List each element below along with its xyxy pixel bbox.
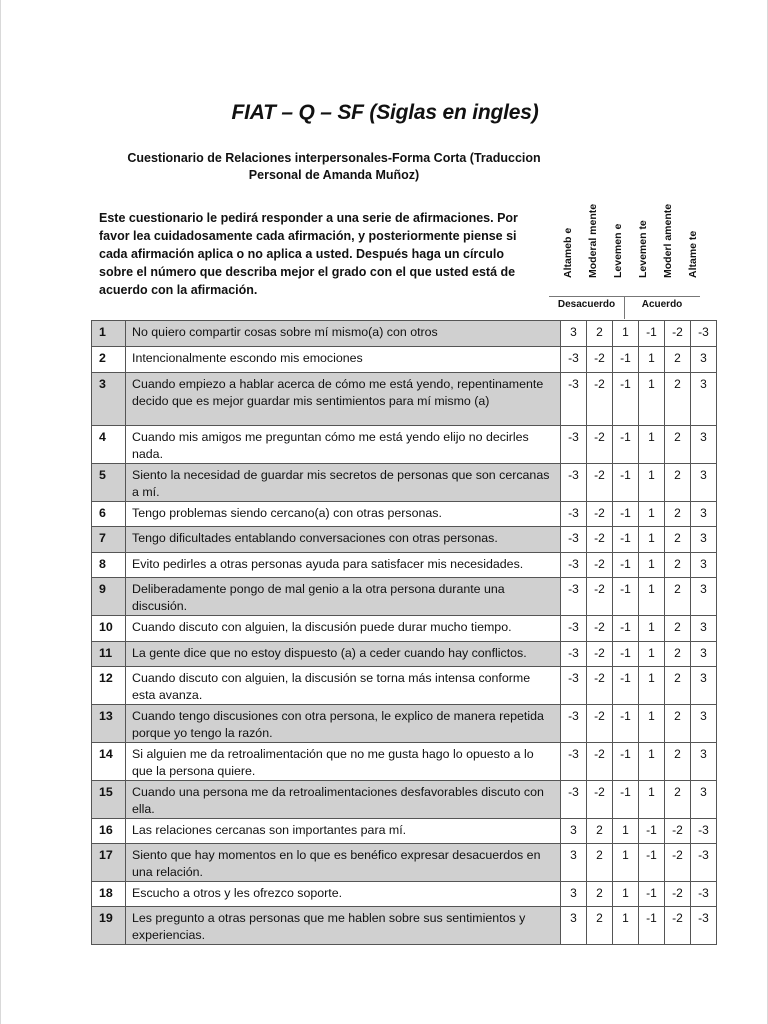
- score-option[interactable]: 3: [561, 321, 587, 347]
- questionnaire-table: [91, 320, 717, 945]
- score-option[interactable]: -3: [561, 347, 587, 373]
- score-option[interactable]: -1: [639, 882, 665, 907]
- table-row: [92, 819, 717, 844]
- score-option[interactable]: 1: [639, 426, 665, 464]
- column-header-5: Moderl amente: [662, 203, 674, 278]
- score-option[interactable]: 1: [639, 578, 665, 616]
- score-option[interactable]: -3: [561, 553, 587, 578]
- item-number: 8: [92, 553, 126, 578]
- item-statement: Cuando empiezo a hablar acerca de cómo me está yendo, repentinamente decido que es mejor guardar mis sentimientos para mí mismo (a): [126, 373, 561, 426]
- score-option[interactable]: -2: [665, 882, 691, 907]
- table-row: [92, 882, 717, 907]
- score-option[interactable]: -2: [587, 527, 613, 553]
- score-option[interactable]: -3: [691, 907, 717, 945]
- score-option[interactable]: -1: [613, 781, 639, 819]
- score-option[interactable]: -3: [561, 616, 587, 642]
- score-option[interactable]: -3: [561, 781, 587, 819]
- score-option[interactable]: -2: [587, 642, 613, 667]
- score-option[interactable]: 2: [665, 616, 691, 642]
- score-option[interactable]: 1: [639, 642, 665, 667]
- score-option[interactable]: -3: [561, 464, 587, 502]
- item-statement: Siento que hay momentos en lo que es benéfico expresar desacuerdos en una relación.: [126, 844, 561, 882]
- score-option[interactable]: 3: [691, 464, 717, 502]
- score-option[interactable]: -1: [613, 464, 639, 502]
- item-number: 1: [92, 321, 126, 347]
- score-option[interactable]: 3: [691, 426, 717, 464]
- score-option[interactable]: 1: [639, 373, 665, 426]
- score-option[interactable]: 3: [691, 743, 717, 781]
- item-number: 18: [92, 882, 126, 907]
- table-row: [92, 502, 717, 527]
- score-option[interactable]: -1: [613, 743, 639, 781]
- score-option[interactable]: 1: [639, 347, 665, 373]
- score-option[interactable]: 2: [587, 907, 613, 945]
- score-option[interactable]: -1: [613, 705, 639, 743]
- score-option[interactable]: -1: [613, 527, 639, 553]
- item-statement: Evito pedirles a otras personas ayuda para satisfacer mis necesidades.: [126, 553, 561, 578]
- column-header-6: Altame te: [687, 230, 699, 278]
- score-option[interactable]: -3: [691, 882, 717, 907]
- score-option[interactable]: 1: [639, 464, 665, 502]
- score-option[interactable]: -3: [561, 705, 587, 743]
- score-option[interactable]: -3: [561, 667, 587, 705]
- score-option[interactable]: 3: [691, 527, 717, 553]
- item-number: 5: [92, 464, 126, 502]
- score-option[interactable]: 1: [613, 882, 639, 907]
- item-number: 2: [92, 347, 126, 373]
- table-row: [92, 616, 717, 642]
- table-row: [92, 705, 717, 743]
- score-option[interactable]: -3: [691, 819, 717, 844]
- group-label-disagree: Desacuerdo: [557, 299, 616, 310]
- column-header-2: Moderal mente: [587, 203, 599, 278]
- score-option[interactable]: -1: [613, 642, 639, 667]
- column-header-3: Levemen e: [612, 223, 624, 278]
- table-row: [92, 907, 717, 945]
- score-option[interactable]: 3: [691, 373, 717, 426]
- score-option[interactable]: 3: [691, 642, 717, 667]
- score-option[interactable]: -1: [613, 426, 639, 464]
- score-option[interactable]: -2: [587, 578, 613, 616]
- score-option[interactable]: -3: [561, 426, 587, 464]
- item-number: 6: [92, 502, 126, 527]
- item-statement: Deliberadamente pongo de mal genio a la otra persona durante una discusión.: [126, 578, 561, 616]
- score-option[interactable]: 2: [665, 464, 691, 502]
- score-option[interactable]: -2: [587, 743, 613, 781]
- table-row: [92, 667, 717, 705]
- score-option[interactable]: -3: [561, 578, 587, 616]
- item-statement: Si alguien me da retroalimentación que no me gusta hago lo opuesto a lo que la persona quiere.: [126, 743, 561, 781]
- score-option[interactable]: 3: [691, 781, 717, 819]
- score-option[interactable]: 1: [639, 743, 665, 781]
- score-option[interactable]: -1: [613, 502, 639, 527]
- table-row: [92, 464, 717, 502]
- score-option[interactable]: 1: [613, 321, 639, 347]
- score-option[interactable]: -1: [639, 844, 665, 882]
- score-option[interactable]: -2: [587, 347, 613, 373]
- score-option[interactable]: -2: [665, 321, 691, 347]
- item-number: 16: [92, 819, 126, 844]
- score-option[interactable]: 2: [665, 347, 691, 373]
- score-option[interactable]: 1: [639, 781, 665, 819]
- score-option[interactable]: 2: [587, 819, 613, 844]
- table-row: [92, 743, 717, 781]
- score-option[interactable]: -1: [613, 578, 639, 616]
- score-option[interactable]: 3: [561, 819, 587, 844]
- item-statement: Escucho a otros y les ofrezco soporte.: [126, 882, 561, 907]
- score-option[interactable]: -3: [561, 373, 587, 426]
- score-option[interactable]: -2: [587, 667, 613, 705]
- table-row: [92, 347, 717, 373]
- score-option[interactable]: 2: [665, 743, 691, 781]
- score-option[interactable]: 2: [665, 553, 691, 578]
- item-number: 14: [92, 743, 126, 781]
- score-option[interactable]: -2: [587, 553, 613, 578]
- score-option[interactable]: -2: [587, 464, 613, 502]
- score-option[interactable]: 2: [665, 667, 691, 705]
- score-option[interactable]: -3: [561, 743, 587, 781]
- score-option[interactable]: 3: [691, 347, 717, 373]
- item-statement: No quiero compartir cosas sobre mí mismo(a) con otros: [126, 321, 561, 347]
- item-number: 15: [92, 781, 126, 819]
- item-number: 10: [92, 616, 126, 642]
- column-header-1: Altameb e: [562, 227, 574, 278]
- score-option[interactable]: -1: [639, 819, 665, 844]
- score-option[interactable]: -2: [587, 781, 613, 819]
- item-number: 11: [92, 642, 126, 667]
- score-option[interactable]: -2: [665, 844, 691, 882]
- score-option[interactable]: 1: [613, 819, 639, 844]
- item-number: 4: [92, 426, 126, 464]
- score-option[interactable]: -3: [561, 502, 587, 527]
- score-option[interactable]: 2: [665, 781, 691, 819]
- column-header-4: Levemen te: [637, 220, 649, 278]
- score-option[interactable]: -1: [639, 321, 665, 347]
- table-row: [92, 844, 717, 882]
- item-statement: Tengo problemas siendo cercano(a) con otras personas.: [126, 502, 561, 527]
- item-statement: Siento la necesidad de guardar mis secretos de personas que son cercanas a mí.: [126, 464, 561, 502]
- score-option[interactable]: 1: [639, 502, 665, 527]
- score-option[interactable]: -2: [665, 819, 691, 844]
- score-option[interactable]: -2: [665, 907, 691, 945]
- score-option[interactable]: -1: [613, 616, 639, 642]
- item-statement: La gente dice que no estoy dispuesto (a) a ceder cuando hay conflictos.: [126, 642, 561, 667]
- score-option[interactable]: 2: [665, 705, 691, 743]
- item-statement: Cuando una persona me da retroalimentaciones desfavorables discuto con ella.: [126, 781, 561, 819]
- score-option[interactable]: 3: [691, 553, 717, 578]
- table-row: [92, 527, 717, 553]
- score-option[interactable]: 2: [665, 642, 691, 667]
- score-option[interactable]: 1: [639, 667, 665, 705]
- table-row: [92, 578, 717, 616]
- item-number: 17: [92, 844, 126, 882]
- score-option[interactable]: -1: [639, 907, 665, 945]
- score-option[interactable]: 2: [587, 321, 613, 347]
- item-number: 9: [92, 578, 126, 616]
- score-option[interactable]: 1: [613, 844, 639, 882]
- score-option[interactable]: 1: [639, 705, 665, 743]
- score-option[interactable]: 3: [691, 705, 717, 743]
- score-option[interactable]: 3: [691, 578, 717, 616]
- score-option[interactable]: -2: [587, 426, 613, 464]
- score-option[interactable]: -3: [691, 844, 717, 882]
- score-option[interactable]: 1: [639, 527, 665, 553]
- score-option[interactable]: 2: [665, 527, 691, 553]
- score-option[interactable]: 3: [691, 616, 717, 642]
- score-option[interactable]: -2: [587, 616, 613, 642]
- score-option[interactable]: 2: [665, 578, 691, 616]
- item-number: 3: [92, 373, 126, 426]
- item-statement: Les pregunto a otras personas que me hablen sobre sus sentimientos y experiencias.: [126, 907, 561, 945]
- item-statement: Tengo dificultades entablando conversaciones con otras personas.: [126, 527, 561, 553]
- score-option[interactable]: 3: [561, 844, 587, 882]
- item-statement: Cuando mis amigos me preguntan cómo me está yendo elijo no decirles nada.: [126, 426, 561, 464]
- score-option[interactable]: -2: [587, 705, 613, 743]
- score-option[interactable]: 2: [665, 502, 691, 527]
- score-option[interactable]: -2: [587, 502, 613, 527]
- score-option[interactable]: 3: [691, 667, 717, 705]
- item-number: 13: [92, 705, 126, 743]
- item-number: 19: [92, 907, 126, 945]
- score-option[interactable]: -3: [691, 321, 717, 347]
- table-row: [92, 781, 717, 819]
- score-option[interactable]: 2: [587, 844, 613, 882]
- score-option[interactable]: -2: [587, 373, 613, 426]
- item-statement: Cuando discuto con alguien, la discusión puede durar mucho tiempo.: [126, 616, 561, 642]
- score-option[interactable]: -1: [613, 347, 639, 373]
- score-option[interactable]: 1: [613, 907, 639, 945]
- page-title: FIAT – Q – SF (Siglas en ingles): [231, 101, 539, 124]
- score-option[interactable]: 2: [587, 882, 613, 907]
- score-option[interactable]: 1: [639, 616, 665, 642]
- item-statement: Cuando tengo discusiones con otra persona, le explico de manera repetida porque yo tengo la razón.: [126, 705, 561, 743]
- table-row: [92, 321, 717, 347]
- table-row: [92, 553, 717, 578]
- table-row: [92, 642, 717, 667]
- table-row: [92, 426, 717, 464]
- score-option[interactable]: -3: [561, 527, 587, 553]
- table-row: [92, 373, 717, 426]
- item-statement: Las relaciones cercanas son importantes para mí.: [126, 819, 561, 844]
- item-number: 12: [92, 667, 126, 705]
- item-statement: Cuando discuto con alguien, la discusión se torna más intensa conforme esta avanza.: [126, 667, 561, 705]
- score-option[interactable]: 2: [665, 426, 691, 464]
- instructions: Este cuestionario le pedirá responder a una serie de afirmaciones. Por favor lea cuidadosamente cada afirmación, y posteriormente piense si cada afirmación aplica o no aplica a usted. Después haga un círculo sobre el número que describa mejor el grado con el que usted está de acuerdo con la afirmación.: [99, 211, 518, 297]
- item-number: 7: [92, 527, 126, 553]
- score-option[interactable]: -1: [613, 667, 639, 705]
- score-option[interactable]: 2: [665, 373, 691, 426]
- group-label-agree: Acuerdo: [641, 299, 683, 310]
- score-option[interactable]: -3: [561, 642, 587, 667]
- score-option[interactable]: -1: [613, 553, 639, 578]
- score-option[interactable]: 1: [639, 553, 665, 578]
- item-statement: Intencionalmente escondo mis emociones: [126, 347, 561, 373]
- subtitle: Cuestionario de Relaciones interpersonales-Forma Corta (Traduccion Personal de Amanda Muñoz): [127, 151, 541, 182]
- score-option[interactable]: 3: [561, 882, 587, 907]
- score-option[interactable]: -1: [613, 373, 639, 426]
- score-option[interactable]: 3: [561, 907, 587, 945]
- score-option[interactable]: 3: [691, 502, 717, 527]
